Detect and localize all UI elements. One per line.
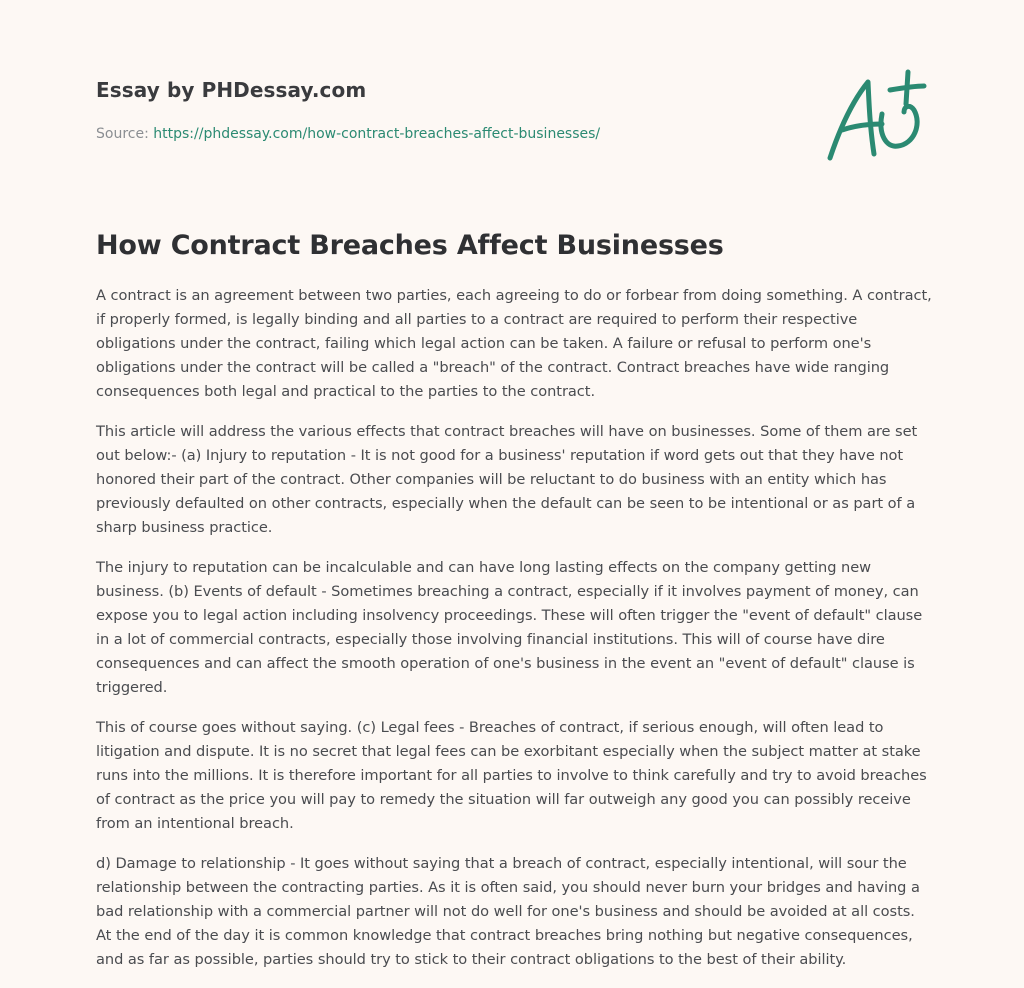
essay-paragraph: The injury to reputation can be incalculable and can have long lasting effects on the company getting new business. (b) Events of default - Sometimes breaching a contract, especially if it involves payment of money, can expose you to legal action including insolvency proceedings. These will often trigger the "event of default" clause in a lot of commercial contracts, especially those involving financial institutions. This will of course have dire consequences and can affect the smooth operation of one's business in the event an "event of default" clause is triggered. (96, 559, 923, 696)
header (96, 78, 796, 144)
source-link[interactable]: https://phdessay.com/how-contract-breaches-affect-businesses/ (153, 126, 601, 142)
a-plus-grade-icon (822, 68, 928, 164)
essay-paragraph: This of course goes without saying. (c) Legal fees - Breaches of contract, if serious enough, will often lead to litigation and dispute. It is no secret that legal fees can be exorbitant especially when the subject matter at stake runs into the millions. It is therefore important for all parties to involve to think carefully and try to avoid breaches of contract as the price you will pay to remedy the situation will far outweigh any good you can possibly receive from an intentional breach. (96, 719, 927, 832)
essay-paragraph: d) Damage to relationship - It goes without saying that a breach of contract, especially intentional, will sour the relationship between the contracting parties. As it is often said, you should never burn your bridges and having a bad relationship with a commercial partner will not do well for one's business and should be avoided at all costs. At the end of the day it is common knowledge that contract breaches bring nothing but negative consequences, and as far as possible, parties should try to stick to their contract obligations to the best of their ability. (96, 855, 920, 968)
source-line (96, 124, 796, 144)
brand-title: Essay by PHDessay.com (96, 78, 367, 102)
essay-paragraph: This article will address the various effects that contract breaches will have on businesses. Some of them are set out below:- (a) Injury to reputation - It is not good for a business' reputation if word gets out that they have not honored their part of the contract. Other companies will be reluctant to do business with an entity which has previously defaulted on other contracts, especially when the default can be seen to be intentional or as part of a sharp business practice. (96, 423, 918, 536)
essay-paragraph: A contract is an agreement between two parties, each agreeing to do or forbear from doing something. A contract, if properly formed, is legally binding and all parties to a contract are required to perform their respective obligations under the contract, failing which legal action can be taken. A failure or refusal to perform one's obligations under the contract will be called a "breach" of the contract. Contract breaches have wide ranging consequences both legal and practical to the parties to the contract. (96, 287, 932, 400)
essay-body (96, 284, 932, 988)
source-label: Source: (96, 126, 149, 142)
essay-title: How Contract Breaches Affect Businesses (96, 230, 724, 261)
